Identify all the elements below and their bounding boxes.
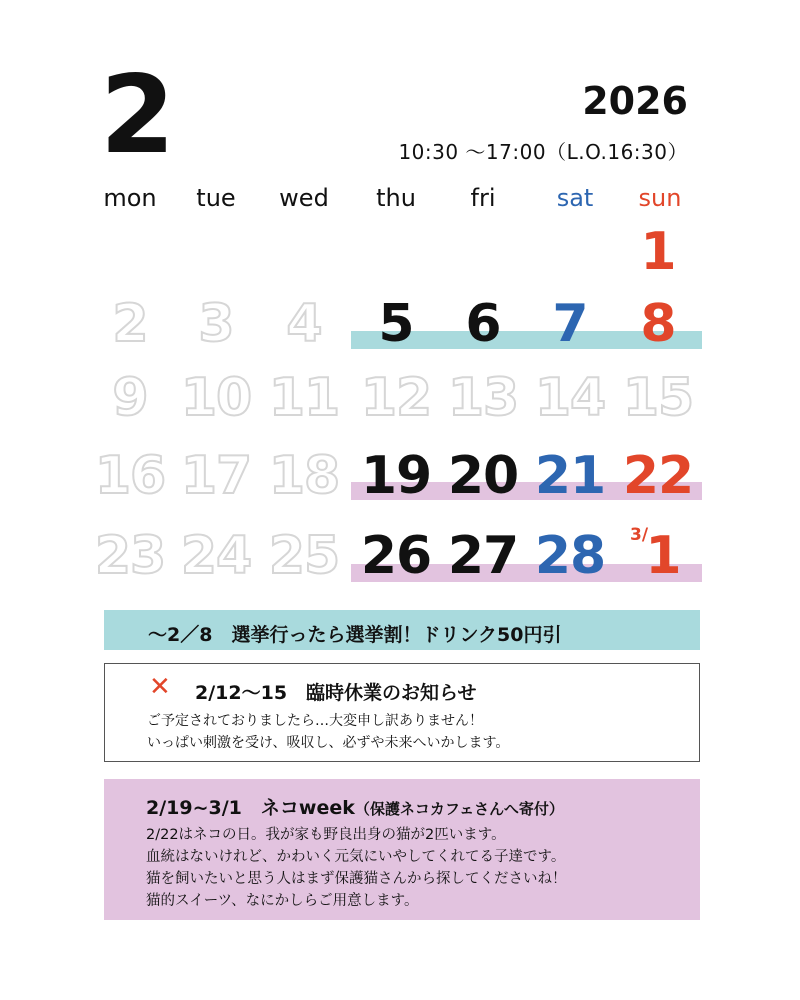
day-cell: 20 [447, 446, 519, 506]
day-cell: 8 [640, 294, 676, 354]
weekday-sat: sat [556, 184, 594, 212]
day-cell: 7 [552, 294, 588, 354]
day-cell: 1 [640, 222, 676, 282]
close-x-icon: ✕ [149, 672, 171, 702]
day-cell: 26 [360, 526, 432, 586]
weekday-thu: thu [376, 184, 416, 212]
closure-title: 2/12〜15 臨時休業のお知らせ [195, 682, 477, 704]
day-cell: 2 [112, 294, 148, 354]
day-cell: 12 [360, 368, 432, 428]
weekday-mon: mon [103, 184, 157, 212]
day-cell: 19 [360, 446, 432, 506]
day-cell: 16 [94, 446, 166, 506]
day-cell: 22 [622, 446, 694, 506]
day-cell: 17 [180, 446, 252, 506]
day-cell: 11 [268, 368, 340, 428]
weekday-fri: fri [470, 184, 496, 212]
cat-week-subtitle: （保護ネコカフェさんへ寄付） [354, 800, 564, 818]
cat-week-notice [104, 779, 700, 920]
cat-week-line: 猫を飼いたいと思う人はまず保護猫さんから探してくださいね！ [146, 871, 567, 887]
election-discount-notice [104, 610, 700, 650]
day-cell: 18 [268, 446, 340, 506]
day-cell: 15 [622, 368, 694, 428]
weekday-wed: wed [279, 184, 329, 212]
cat-week-title-main: 2/19~3/1 ネコweek [146, 797, 355, 819]
day-cell: 27 [447, 526, 519, 586]
day-cell: 28 [534, 526, 606, 586]
weekday-sun: sun [638, 184, 682, 212]
next-month-prefix: 3/ [630, 525, 649, 545]
cat-week-line: 血統はないけれど、かわいく元気にいやしてくれてる子達です。 [146, 849, 566, 865]
cat-week-line: 2/22はネコの日。我が家も野良出身の猫が2匹います。 [146, 827, 506, 843]
cat-week-line: 猫的スイーツ、なにかしらご用意します。 [146, 893, 419, 909]
election-discount-text: 〜2／8 選挙行ったら選挙割！ドリンク50円引 [148, 624, 562, 646]
day-cell: 10 [180, 368, 252, 428]
day-cell: 23 [94, 526, 166, 586]
month-number: 2 [100, 53, 174, 178]
day-cell: 1 [645, 526, 681, 586]
day-cell: 21 [534, 446, 606, 506]
day-cell: 24 [180, 526, 252, 586]
closure-line: いっぱい刺激を受け、吸収し、必ずや未来へいかします。 [147, 735, 510, 751]
day-cell: 6 [465, 294, 501, 354]
day-cell: 5 [378, 294, 414, 354]
closure-line: ご予定されておりましたら…大変申し訳ありません！ [147, 713, 483, 729]
business-hours: 10:30 〜17:00（L.O.16:30） [398, 140, 688, 164]
day-cell: 13 [447, 368, 519, 428]
weekday-tue: tue [196, 184, 236, 212]
closure-notice [104, 663, 700, 762]
year-label: 2026 [582, 79, 688, 123]
day-cell: 4 [286, 294, 322, 354]
day-cell: 9 [112, 368, 148, 428]
day-cell: 3 [198, 294, 234, 354]
day-cell: 25 [268, 526, 340, 586]
day-cell: 14 [534, 368, 606, 428]
cat-week-title [146, 793, 564, 820]
